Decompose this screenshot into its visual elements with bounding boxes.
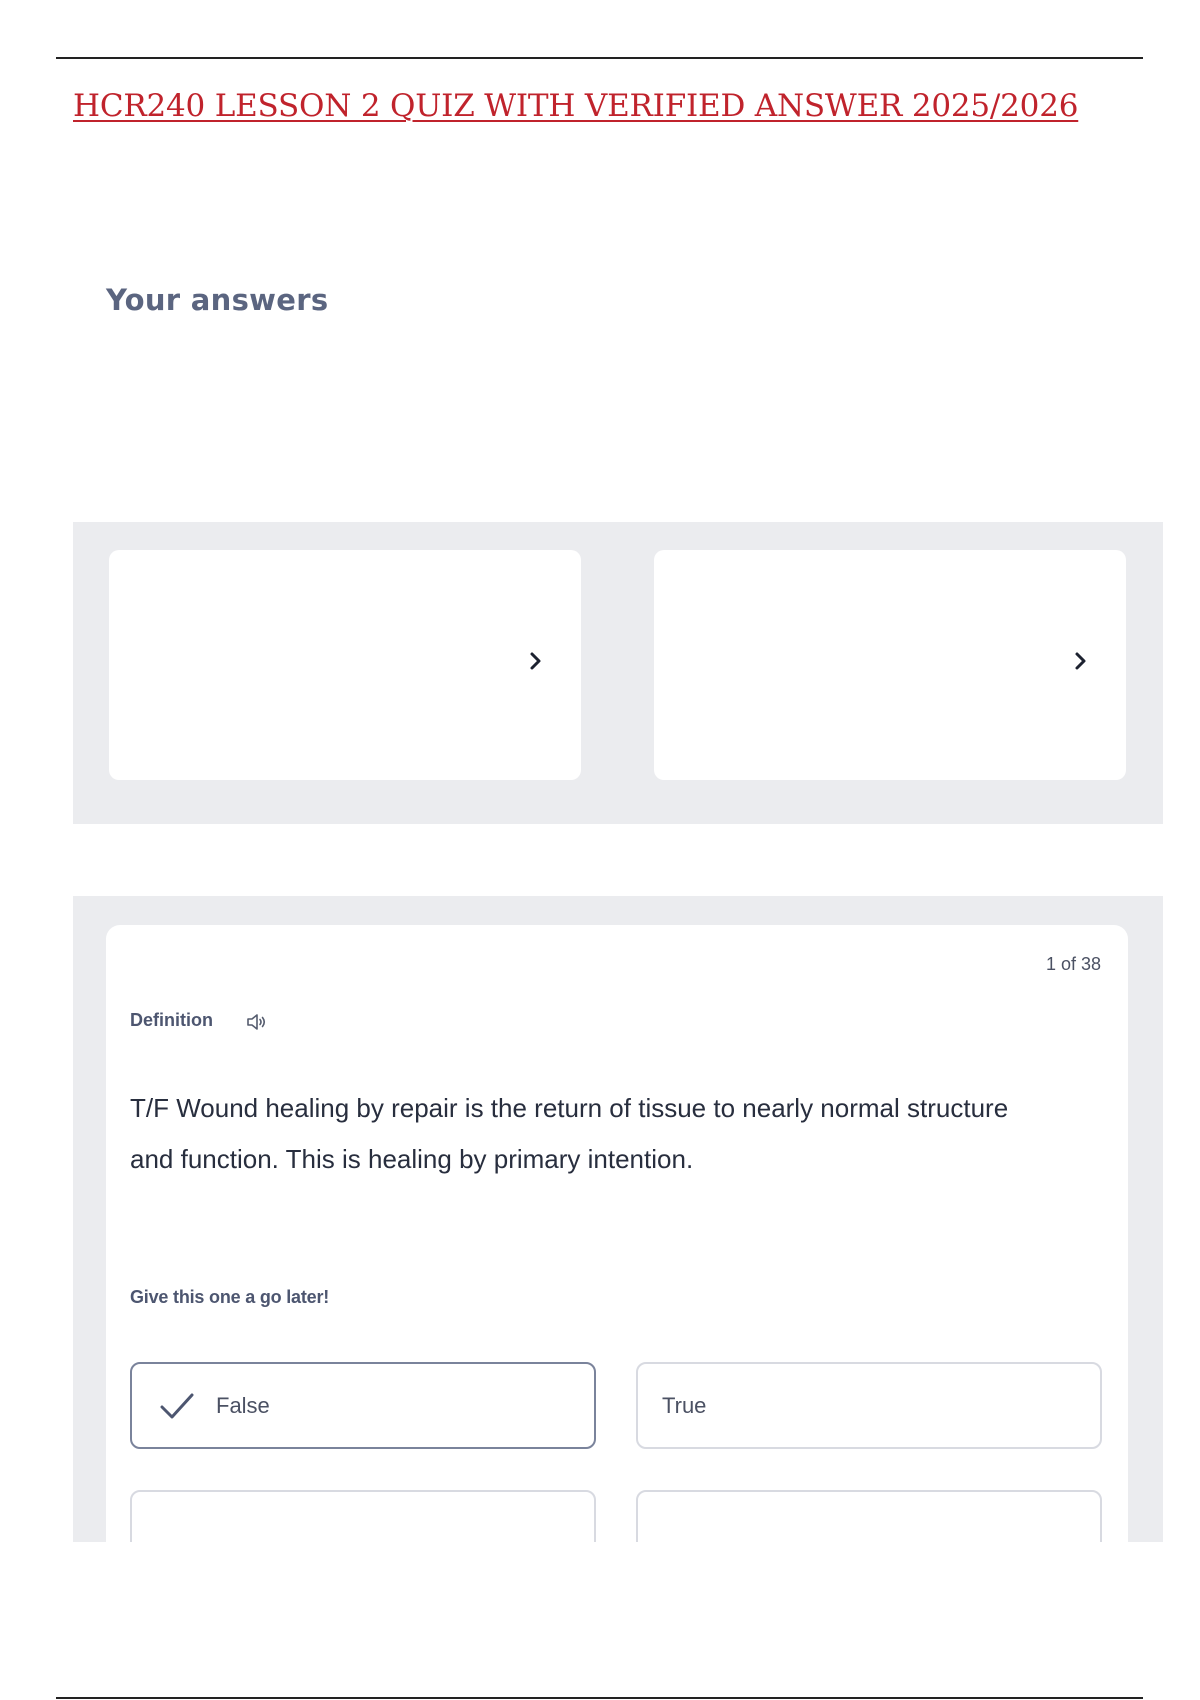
chevron-right-icon: [1070, 650, 1092, 672]
answer-option-empty[interactable]: [636, 1490, 1102, 1542]
term-label: Definition: [130, 1010, 213, 1030]
answer-option-empty[interactable]: [130, 1490, 596, 1542]
bottom-rule: [56, 1697, 1143, 1699]
chevron-right-icon: [525, 650, 547, 672]
answer-nav-card-2[interactable]: [654, 550, 1126, 780]
question-card: [106, 925, 1128, 1542]
answer-nav-panel: [73, 522, 1163, 824]
answer-option-true[interactable]: [636, 1362, 1102, 1449]
defer-link[interactable]: Give this one a go later!: [130, 1287, 330, 1307]
speaker-icon[interactable]: [245, 1010, 269, 1034]
answer-nav-card-1[interactable]: [109, 550, 581, 780]
checkmark-icon: [158, 1387, 196, 1425]
answer-option-label: False: [216, 1392, 270, 1418]
top-rule: [56, 57, 1143, 59]
section-heading: Your answers: [106, 283, 329, 317]
question-panel: [73, 896, 1163, 1542]
question-text: T/F Wound healing by repair is the return of tissue to nearly normal structure and function. This is healing by primary intention.: [130, 1093, 1009, 1174]
answer-option-false[interactable]: [130, 1362, 596, 1449]
question-counter: 1 of 38: [1045, 954, 1101, 974]
answer-option-label: True: [662, 1392, 707, 1418]
document-title: HCR240 LESSON 2 QUIZ WITH VERIFIED ANSWER 2025/2026: [73, 88, 1079, 124]
